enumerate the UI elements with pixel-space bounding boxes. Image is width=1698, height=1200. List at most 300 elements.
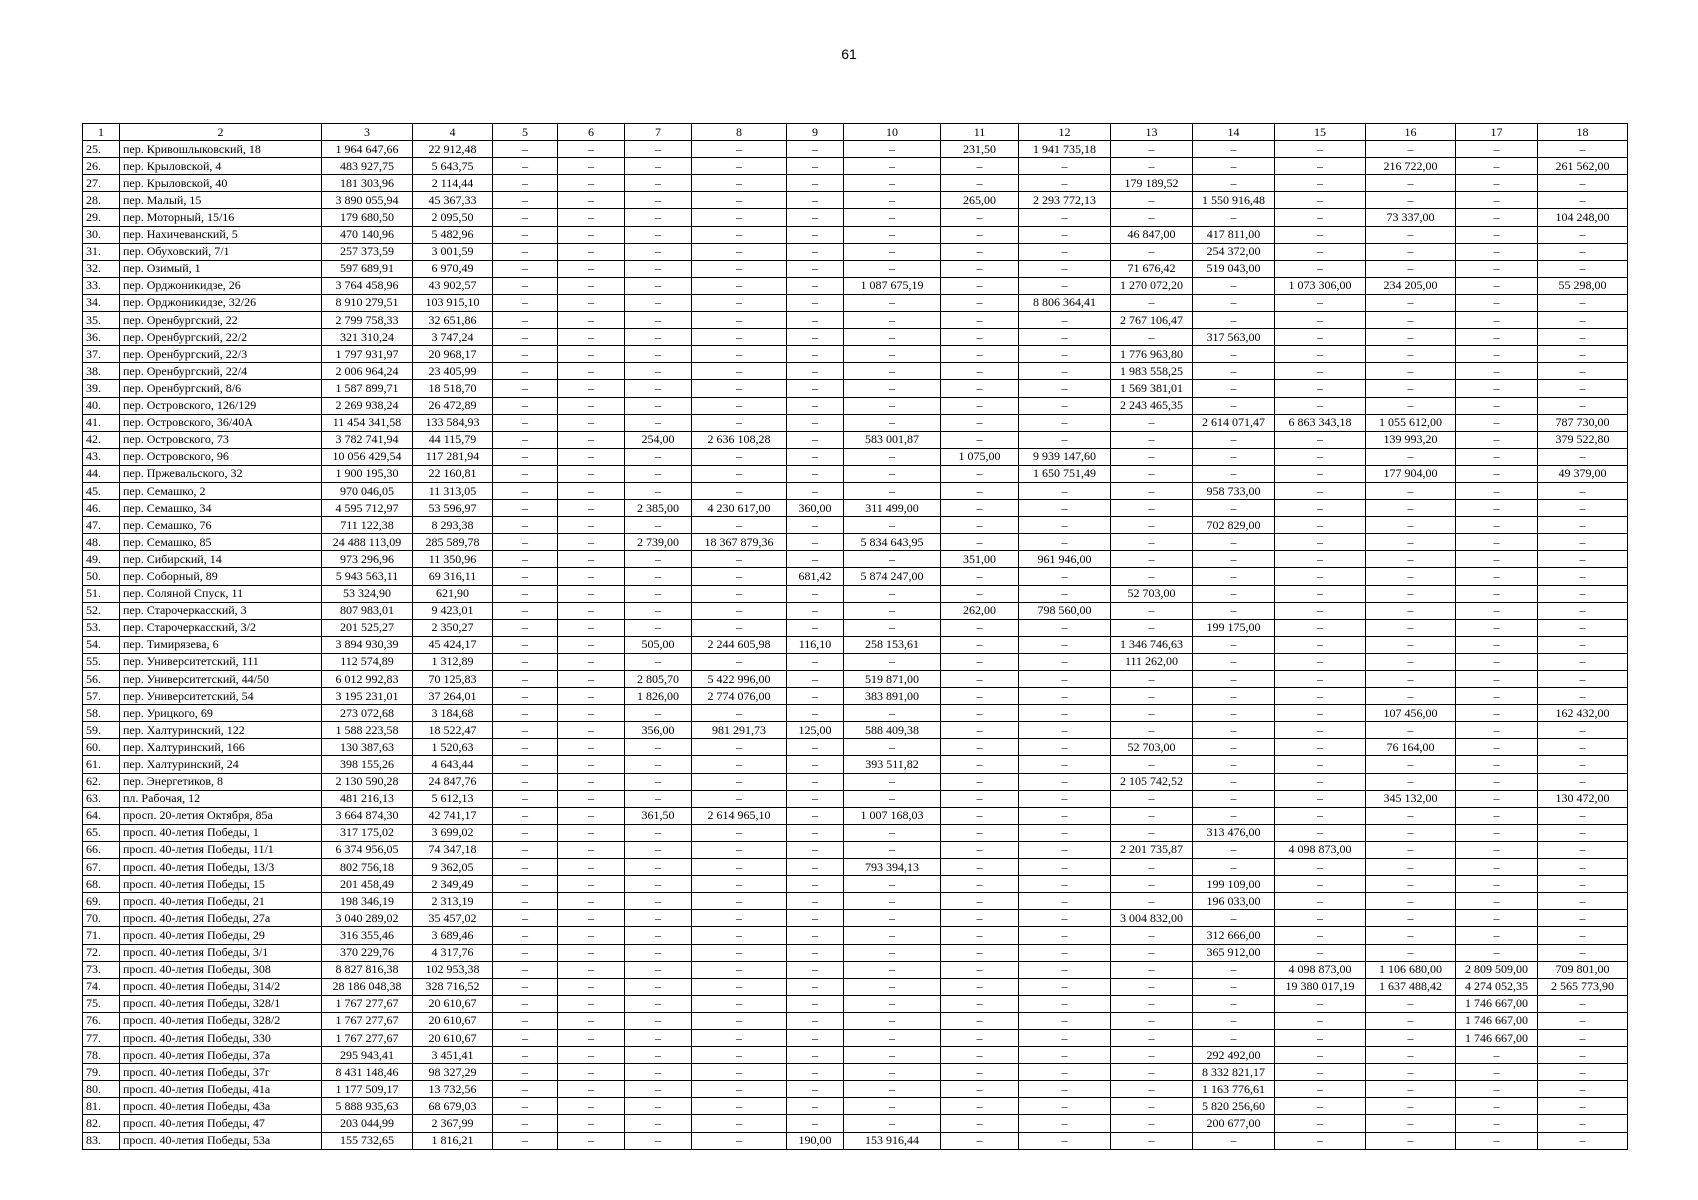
value-cell: 11 454 341,58 [322, 414, 413, 431]
value-cell: – [558, 910, 625, 927]
value-cell: – [1019, 961, 1111, 978]
value-cell: 312 666,00 [1193, 927, 1275, 944]
value-cell: – [493, 995, 558, 1012]
table-row [83, 619, 1628, 636]
value-cell: – [1193, 773, 1275, 790]
address-cell: просп. 20-летия Октября, 85а [120, 807, 322, 824]
value-cell: – [941, 1098, 1019, 1115]
value-cell: 20 610,67 [413, 1029, 493, 1046]
value-cell: – [1111, 859, 1193, 876]
value-cell: – [1193, 431, 1275, 448]
value-cell: 24 488 113,09 [322, 534, 413, 551]
value-cell: – [493, 1081, 558, 1098]
value-cell: 104 248,00 [1538, 209, 1628, 226]
value-cell: – [1019, 243, 1111, 260]
value-cell: – [1456, 893, 1538, 910]
value-cell: – [1456, 192, 1538, 209]
value-cell: – [558, 739, 625, 756]
value-cell: 1 106 680,00 [1366, 961, 1456, 978]
value-cell: 71 676,42 [1111, 260, 1193, 277]
address-cell: пер. Университетский, 111 [120, 653, 322, 670]
value-cell: – [625, 619, 692, 636]
value-cell: – [558, 602, 625, 619]
value-cell: – [1456, 346, 1538, 363]
value-cell: – [493, 824, 558, 841]
value-cell: 328 716,52 [413, 978, 493, 995]
table-row [83, 431, 1628, 448]
value-cell: – [493, 243, 558, 260]
address-cell: просп. 40-летия Победы, 37а [120, 1047, 322, 1064]
value-cell: – [493, 1064, 558, 1081]
value-cell: – [493, 705, 558, 722]
value-cell: 6 374 956,05 [322, 841, 413, 858]
header-row [83, 124, 1628, 141]
value-cell: – [844, 1081, 941, 1098]
value-cell: – [941, 517, 1019, 534]
value-cell: 254,00 [625, 431, 692, 448]
value-cell: 179 189,52 [1111, 175, 1193, 192]
value-cell: – [692, 294, 787, 311]
value-cell: – [1456, 859, 1538, 876]
value-cell: – [1275, 773, 1366, 790]
value-cell: – [558, 1064, 625, 1081]
value-cell: – [1538, 773, 1628, 790]
value-cell: – [692, 841, 787, 858]
address-cell: пер. Тимирязева, 6 [120, 636, 322, 653]
value-cell: – [625, 1029, 692, 1046]
value-cell: – [941, 688, 1019, 705]
value-cell: 958 733,00 [1193, 482, 1275, 499]
value-cell: – [1111, 790, 1193, 807]
row-number: 60. [83, 739, 120, 756]
value-cell: 2 313,19 [413, 893, 493, 910]
value-cell: – [625, 397, 692, 414]
value-cell: – [1193, 859, 1275, 876]
value-cell: – [493, 551, 558, 568]
value-cell: 37 264,01 [413, 688, 493, 705]
value-cell: – [787, 465, 844, 482]
value-cell: 257 373,59 [322, 243, 413, 260]
row-number: 43. [83, 448, 120, 465]
value-cell: – [1456, 1064, 1538, 1081]
value-cell: – [941, 773, 1019, 790]
value-cell: – [1111, 978, 1193, 995]
value-cell: – [787, 978, 844, 995]
value-cell: – [787, 961, 844, 978]
value-cell: – [1111, 893, 1193, 910]
value-cell: 702 829,00 [1193, 517, 1275, 534]
value-cell: – [941, 346, 1019, 363]
value-cell: – [493, 910, 558, 927]
value-cell: – [1275, 756, 1366, 773]
value-cell: – [844, 739, 941, 756]
value-cell: – [1456, 294, 1538, 311]
table-row [83, 807, 1628, 824]
value-cell: 53 596,97 [413, 500, 493, 517]
value-cell: – [1366, 841, 1456, 858]
value-cell: – [558, 534, 625, 551]
value-cell: – [844, 1012, 941, 1029]
value-cell: – [1366, 636, 1456, 653]
value-cell: – [844, 346, 941, 363]
value-cell: 1 637 488,42 [1366, 978, 1456, 995]
value-cell: – [1538, 585, 1628, 602]
value-cell: – [1366, 722, 1456, 739]
value-cell: – [1019, 995, 1111, 1012]
value-cell: – [787, 414, 844, 431]
value-cell: – [625, 927, 692, 944]
address-cell: просп. 40-летия Победы, 43а [120, 1098, 322, 1115]
value-cell: – [1019, 636, 1111, 653]
table-row [83, 790, 1628, 807]
value-cell: 6 970,49 [413, 260, 493, 277]
table-row [83, 158, 1628, 175]
value-cell: 20 968,17 [413, 346, 493, 363]
value-cell: – [1456, 312, 1538, 329]
value-cell: 200 677,00 [1193, 1115, 1275, 1132]
value-cell: 3 890 055,94 [322, 192, 413, 209]
value-cell: – [625, 1064, 692, 1081]
value-cell: – [1538, 260, 1628, 277]
row-number: 39. [83, 380, 120, 397]
value-cell: – [692, 619, 787, 636]
value-cell: – [1019, 653, 1111, 670]
value-cell: 2 130 590,28 [322, 773, 413, 790]
value-cell: – [941, 790, 1019, 807]
value-cell: – [493, 431, 558, 448]
value-cell: – [787, 619, 844, 636]
table-row [83, 824, 1628, 841]
value-cell: 285 589,78 [413, 534, 493, 551]
row-number: 35. [83, 312, 120, 329]
table-row [83, 209, 1628, 226]
value-cell: – [625, 363, 692, 380]
row-number: 57. [83, 688, 120, 705]
row-number: 82. [83, 1115, 120, 1132]
value-cell: 52 703,00 [1111, 739, 1193, 756]
value-cell: – [493, 294, 558, 311]
value-cell: – [558, 500, 625, 517]
table-row [83, 465, 1628, 482]
value-cell: – [1193, 380, 1275, 397]
value-cell: – [692, 1029, 787, 1046]
value-cell: – [1456, 636, 1538, 653]
value-cell: – [1456, 841, 1538, 858]
value-cell: – [1019, 1012, 1111, 1029]
value-cell: – [1111, 602, 1193, 619]
value-cell: – [787, 141, 844, 158]
value-cell: – [1366, 329, 1456, 346]
value-cell: – [1275, 893, 1366, 910]
value-cell: 32 651,86 [413, 312, 493, 329]
value-cell: – [493, 927, 558, 944]
value-cell: – [1275, 1012, 1366, 1029]
value-cell: 196 033,00 [1193, 893, 1275, 910]
value-cell: 43 902,57 [413, 277, 493, 294]
address-cell: просп. 40-летия Победы, 328/1 [120, 995, 322, 1012]
address-cell: пер. Орджоникидзе, 26 [120, 277, 322, 294]
value-cell: – [941, 722, 1019, 739]
value-cell: – [1275, 517, 1366, 534]
value-cell: – [1366, 1098, 1456, 1115]
table-row [83, 226, 1628, 243]
value-cell: – [1456, 773, 1538, 790]
value-cell: – [1193, 688, 1275, 705]
value-cell: – [1193, 209, 1275, 226]
value-cell: 321 310,24 [322, 329, 413, 346]
value-cell: – [1538, 722, 1628, 739]
value-cell: – [493, 671, 558, 688]
value-cell: – [1275, 1098, 1366, 1115]
address-cell: просп. 40-летия Победы, 3/1 [120, 944, 322, 961]
value-cell: – [625, 448, 692, 465]
row-number: 75. [83, 995, 120, 1012]
row-number: 62. [83, 773, 120, 790]
value-cell: – [1366, 551, 1456, 568]
value-cell: 8 293,38 [413, 517, 493, 534]
value-cell: – [941, 380, 1019, 397]
table-row [83, 448, 1628, 465]
address-cell: пер. Оренбургский, 22/2 [120, 329, 322, 346]
value-cell: – [1456, 1081, 1538, 1098]
value-cell: – [692, 243, 787, 260]
value-cell: – [787, 226, 844, 243]
value-cell: – [1193, 1029, 1275, 1046]
value-cell: – [1538, 619, 1628, 636]
value-cell: 981 291,73 [692, 722, 787, 739]
table-row [83, 243, 1628, 260]
table-row [83, 876, 1628, 893]
value-cell: – [493, 448, 558, 465]
address-cell: просп. 40-летия Победы, 27а [120, 910, 322, 927]
address-cell: пер. Университетский, 54 [120, 688, 322, 705]
value-cell: – [1193, 346, 1275, 363]
value-cell: 68 679,03 [413, 1098, 493, 1115]
value-cell: 8 827 816,38 [322, 961, 413, 978]
value-cell: – [493, 329, 558, 346]
value-cell: 295 943,41 [322, 1047, 413, 1064]
value-cell: – [844, 192, 941, 209]
value-cell: 711 122,38 [322, 517, 413, 534]
value-cell: – [692, 739, 787, 756]
value-cell: – [625, 653, 692, 670]
value-cell: – [1111, 534, 1193, 551]
value-cell: 203 044,99 [322, 1115, 413, 1132]
value-cell: – [692, 893, 787, 910]
value-cell: 1 941 735,18 [1019, 141, 1111, 158]
value-cell: – [1456, 482, 1538, 499]
value-cell: – [787, 1115, 844, 1132]
value-cell: – [1019, 944, 1111, 961]
value-cell: – [493, 722, 558, 739]
value-cell: – [1538, 636, 1628, 653]
value-cell: – [1111, 243, 1193, 260]
value-cell: 181 303,96 [322, 175, 413, 192]
value-cell: 8 806 364,41 [1019, 294, 1111, 311]
value-cell: – [692, 329, 787, 346]
value-cell: – [844, 363, 941, 380]
value-cell: – [787, 243, 844, 260]
value-cell: – [844, 312, 941, 329]
value-cell: – [1366, 756, 1456, 773]
value-cell: – [941, 944, 1019, 961]
value-cell: 76 164,00 [1366, 739, 1456, 756]
value-cell: 5 888 935,63 [322, 1098, 413, 1115]
value-cell: 2 799 758,33 [322, 312, 413, 329]
row-number: 45. [83, 482, 120, 499]
value-cell: – [1456, 260, 1538, 277]
value-cell: – [692, 209, 787, 226]
value-cell: – [625, 414, 692, 431]
value-cell: 4 595 712,97 [322, 500, 413, 517]
value-cell: – [558, 380, 625, 397]
value-cell: – [493, 978, 558, 995]
value-cell: – [1366, 363, 1456, 380]
value-cell: – [1538, 500, 1628, 517]
value-cell: – [1193, 294, 1275, 311]
value-cell: – [844, 551, 941, 568]
value-cell: – [1275, 294, 1366, 311]
value-cell: – [787, 1081, 844, 1098]
value-cell: – [1456, 534, 1538, 551]
table-row [83, 944, 1628, 961]
value-cell: – [1193, 739, 1275, 756]
value-cell: 44 115,79 [413, 431, 493, 448]
value-cell: – [844, 448, 941, 465]
value-cell: – [1193, 722, 1275, 739]
value-cell: – [1456, 1115, 1538, 1132]
value-cell: – [493, 1029, 558, 1046]
address-cell: пер. Халтуринский, 24 [120, 756, 322, 773]
table-row [83, 141, 1628, 158]
value-cell: – [1019, 807, 1111, 824]
value-cell: – [1019, 1047, 1111, 1064]
value-cell: – [787, 705, 844, 722]
value-cell: – [692, 346, 787, 363]
value-cell: – [1538, 192, 1628, 209]
value-cell: – [787, 209, 844, 226]
column-header: 1 [83, 124, 120, 141]
row-number: 33. [83, 277, 120, 294]
row-number: 81. [83, 1098, 120, 1115]
value-cell: – [941, 500, 1019, 517]
value-cell: 4 317,76 [413, 944, 493, 961]
value-cell: 1 767 277,67 [322, 1029, 413, 1046]
value-cell: – [844, 158, 941, 175]
value-cell: – [787, 893, 844, 910]
value-cell: – [558, 448, 625, 465]
value-cell: – [692, 585, 787, 602]
column-header: 13 [1111, 124, 1193, 141]
value-cell: – [558, 995, 625, 1012]
value-cell: – [1538, 482, 1628, 499]
value-cell: 3 184,68 [413, 705, 493, 722]
value-cell: 8 910 279,51 [322, 294, 413, 311]
value-cell: 2 114,44 [413, 175, 493, 192]
value-cell: – [787, 260, 844, 277]
value-cell: 356,00 [625, 722, 692, 739]
value-cell: – [493, 773, 558, 790]
row-number: 53. [83, 619, 120, 636]
value-cell: – [1275, 226, 1366, 243]
value-cell: – [1019, 688, 1111, 705]
value-cell: – [1538, 1081, 1628, 1098]
value-cell: 133 584,93 [413, 414, 493, 431]
value-cell: – [1366, 1012, 1456, 1029]
value-cell: – [941, 961, 1019, 978]
value-cell: – [941, 619, 1019, 636]
value-cell: – [787, 739, 844, 756]
value-cell: – [1456, 824, 1538, 841]
value-cell: – [1275, 910, 1366, 927]
value-cell: – [558, 329, 625, 346]
value-cell: – [625, 756, 692, 773]
value-cell: – [1019, 1098, 1111, 1115]
value-cell: – [1275, 876, 1366, 893]
value-cell: – [1456, 397, 1538, 414]
value-cell: – [493, 1132, 558, 1149]
column-header: 3 [322, 124, 413, 141]
address-cell: пер. Островского, 73 [120, 431, 322, 448]
address-cell: пер. Соборный, 89 [120, 568, 322, 585]
value-cell: – [692, 482, 787, 499]
value-cell: – [1538, 995, 1628, 1012]
value-cell: 1 797 931,97 [322, 346, 413, 363]
value-cell: 505,00 [625, 636, 692, 653]
row-number: 56. [83, 671, 120, 688]
value-cell: – [692, 927, 787, 944]
value-cell: – [1111, 465, 1193, 482]
value-cell: 111 262,00 [1111, 653, 1193, 670]
value-cell: – [1019, 585, 1111, 602]
value-cell: – [625, 859, 692, 876]
value-cell: – [941, 568, 1019, 585]
value-cell: – [558, 1081, 625, 1098]
value-cell: 273 072,68 [322, 705, 413, 722]
value-cell: – [1111, 1132, 1193, 1149]
value-cell: 18 367 879,36 [692, 534, 787, 551]
value-cell: – [1366, 653, 1456, 670]
address-cell: пер. Крыловской, 40 [120, 175, 322, 192]
value-cell: – [692, 141, 787, 158]
column-header: 5 [493, 124, 558, 141]
value-cell: 311 499,00 [844, 500, 941, 517]
value-cell: – [941, 653, 1019, 670]
value-cell: – [625, 517, 692, 534]
value-cell: – [787, 380, 844, 397]
value-cell: – [1275, 619, 1366, 636]
value-cell: – [1019, 397, 1111, 414]
value-cell: – [558, 465, 625, 482]
value-cell: – [1456, 414, 1538, 431]
value-cell: – [625, 585, 692, 602]
value-cell: – [941, 585, 1019, 602]
value-cell: – [1193, 1132, 1275, 1149]
value-cell: – [941, 756, 1019, 773]
value-cell: – [844, 414, 941, 431]
value-cell: – [1275, 585, 1366, 602]
value-cell: – [1019, 739, 1111, 756]
value-cell: – [941, 414, 1019, 431]
row-number: 38. [83, 363, 120, 380]
row-number: 41. [83, 414, 120, 431]
value-cell: – [1275, 859, 1366, 876]
value-cell: – [1111, 431, 1193, 448]
table-row [83, 739, 1628, 756]
value-cell: – [1019, 209, 1111, 226]
value-cell: – [1019, 859, 1111, 876]
value-cell: – [941, 243, 1019, 260]
